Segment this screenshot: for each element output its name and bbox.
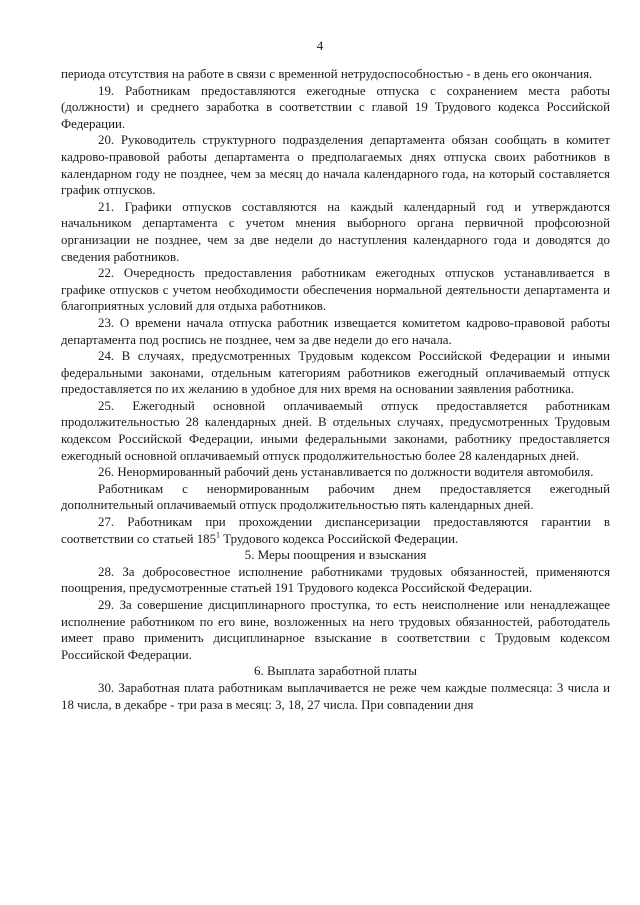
paragraph-text: Трудового кодекса Российской Федерации. (220, 531, 459, 546)
paragraph-text: 27. Работникам при прохождении диспансеризации предоставляются гарантии в соответствии со статьей 185 (61, 515, 610, 546)
paragraph: 24. В случаях, предусмотренных Трудовым кодексом Российской Федерации и иными федеральными законами, отдельным категориям работников ежегодный оплачиваемый отпуск предоставляется по их желанию в удобное для них время на основании заявления работника. (61, 349, 610, 397)
superscript: 1 (216, 530, 221, 540)
paragraph: 19. Работникам предоставляются ежегодные отпуска с сохранением места работы (должности) и среднего заработка в соответствии с главой 19 Трудового кодекса Российской Федерации. (61, 83, 610, 131)
document-body (61, 66, 610, 713)
paragraph: 20. Руководитель структурного подразделения департамента обязан сообщать в комитет кадрово-правовой работы департамента о предполагаемых днях отпуска своих работников в календарном году не позднее, чем за месяц до начала календарного года, на который составляется график отпусков. (61, 133, 610, 198)
paragraph: 21. Графики отпусков составляются на каждый календарный год и утверждаются начальником департамента с учетом мнения выборного органа первичной профсоюзной организации не позднее, чем за две недели до наступления календарного года и доводятся до сведения работников. (61, 199, 610, 264)
page-number: 4 (316, 38, 324, 53)
paragraph: периода отсутствия на работе в связи с временной нетрудоспособностью - в день его окончания. (61, 67, 593, 81)
paragraph: 26. Ненормированный рабочий день устанавливается по должности водителя автомобиля. (98, 465, 594, 480)
paragraph: 28. За добросовестное исполнение работниками трудовых обязанностей, применяются поощрения, предусмотренные статьей 191 Трудового кодекса Российской Федерации. (61, 564, 610, 596)
paragraph: 30. Заработная плата работникам выплачивается не реже чем каждые полмесяца: 3 числа и 18 числа, в декабре - три раза в месяц: 3, 18, 27 числа. При совпадении дня (61, 680, 610, 712)
section-heading: 6. Выплата заработной платы (254, 663, 417, 679)
paragraph: Работникам с ненормированным рабочим днем предоставляется ежегодный дополнительный оплачиваемый отпуск продолжительностью пять календарных дней. (61, 481, 610, 513)
paragraph: 22. Очередность предоставления работникам ежегодных отпусков устанавливается в графике отпусков с учетом необходимости обеспечения нормальной деятельности департамента и благоприятных условий для отдыха работников. (61, 266, 610, 314)
paragraph (61, 514, 610, 547)
section-heading: 5. Меры поощрения и взыскания (244, 547, 427, 563)
paragraph: 29. За совершение дисциплинарного проступка, то есть неисполнение или ненадлежащее исполнение работником по его вине, возложенных на него трудовых обязанностей, работодатель имеет право применить дисциплинарное взыскание в соответствии с Трудовым кодексом Российской Федерации. (61, 598, 610, 662)
paragraph: 25. Ежегодный основной оплачиваемый отпуск предоставляется работникам продолжительностью 28 календарных дней. В отдельных случаях, предусмотренных Трудовым кодексом Российской Федерации, иными федеральными законами, работнику предоставляется ежегодный основной оплачиваемый отпуск продолжительностью более 28 календарных дней. (61, 398, 610, 463)
paragraph: 23. О времени начала отпуска работник извещается комитетом кадрово-правовой работы департамента под роспись не позднее, чем за две недели до его начала. (61, 315, 610, 347)
